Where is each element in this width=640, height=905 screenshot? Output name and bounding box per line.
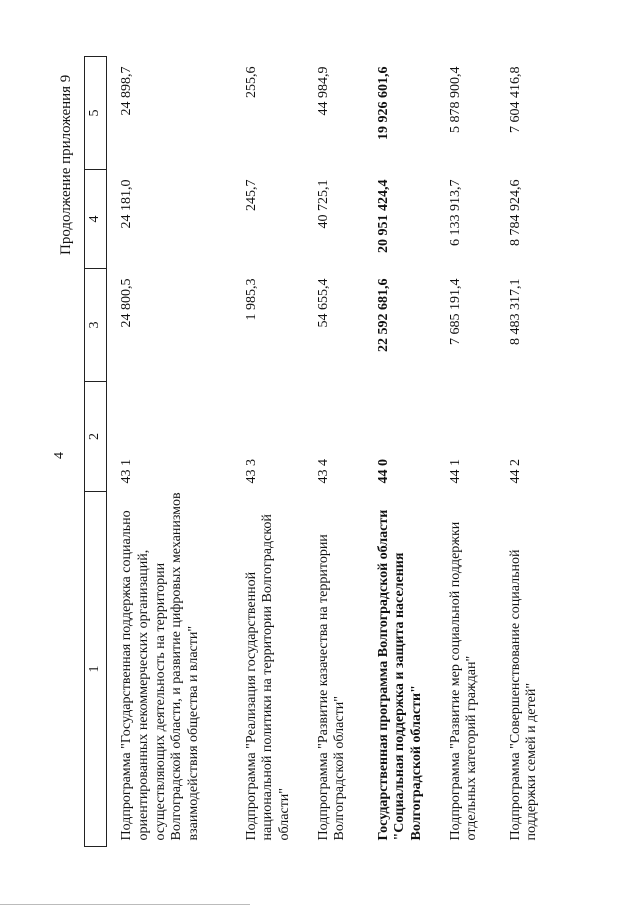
table-row <box>496 57 556 847</box>
row-value: 245,7 <box>243 179 259 211</box>
table-row <box>436 57 496 847</box>
row-value: 44 984,9 <box>315 66 331 116</box>
row-value: 255,6 <box>243 66 259 98</box>
page-number: 4 <box>52 452 67 459</box>
column-header: 2 <box>85 382 107 492</box>
row-name: Подпрограмма "Совершенствование социальной поддержки семей и детей" <box>507 549 540 841</box>
row-value: 1 985,3 <box>243 278 259 321</box>
table-header-row <box>85 57 107 847</box>
table-row <box>364 57 436 847</box>
column-header: 4 <box>85 170 107 269</box>
row-code: 44 2 <box>507 459 523 484</box>
row-name: Подпрограмма "Реализация государственной национальной политики на территории Волгоградской области" <box>243 514 293 841</box>
row-code: 43 4 <box>315 459 331 484</box>
row-name: Государственная программа Волгоградской области "Социальная поддержка и защита населения Волгоградской области" <box>375 509 425 841</box>
column-header: 3 <box>85 269 107 382</box>
column-header: 1 <box>85 492 107 847</box>
row-value: 40 725,1 <box>315 179 331 229</box>
row-code: 44 1 <box>447 459 463 484</box>
row-value: 20 951 424,4 <box>375 179 391 253</box>
row-value: 24 181,0 <box>119 179 134 229</box>
row-value: 5 878 900,4 <box>447 66 463 133</box>
row-value: 6 133 913,7 <box>447 179 463 246</box>
row-value: 8 784 924,6 <box>507 179 523 246</box>
budget-table <box>84 56 556 847</box>
row-code: 43 3 <box>243 459 259 484</box>
row-value: 7 685 191,4 <box>447 278 463 345</box>
row-value: 54 655,4 <box>315 278 331 328</box>
table-row <box>232 57 304 847</box>
row-name: Подпрограмма "Развитие мер социальной поддержки отдельных категорий граждан" <box>447 521 480 841</box>
row-value: 22 592 681,6 <box>375 278 391 352</box>
row-value: 19 926 601,6 <box>375 66 391 140</box>
row-code: 44 0 <box>375 459 391 484</box>
row-value: 24 898,7 <box>119 66 134 116</box>
row-value: 7 604 416,8 <box>507 66 523 133</box>
column-header: 5 <box>85 57 107 170</box>
table-row <box>107 57 232 847</box>
row-name: Подпрограмма "Государственная поддержка социально ориентированных некоммерческих организаций, осуществляющих деятельность на территории Волгоградской области, и развитие цифровых механизмов взаимодействия общества и власти" <box>119 492 202 841</box>
row-value: 24 800,5 <box>119 278 134 328</box>
table-row <box>304 57 364 847</box>
row-name: Подпрограмма "Развитие казачества на территории Волгоградской области" <box>315 534 348 841</box>
row-value: 8 483 317,1 <box>507 278 523 345</box>
row-code: 43 1 <box>119 459 134 484</box>
appendix-caption: Продолжение приложения 9 <box>58 74 74 255</box>
